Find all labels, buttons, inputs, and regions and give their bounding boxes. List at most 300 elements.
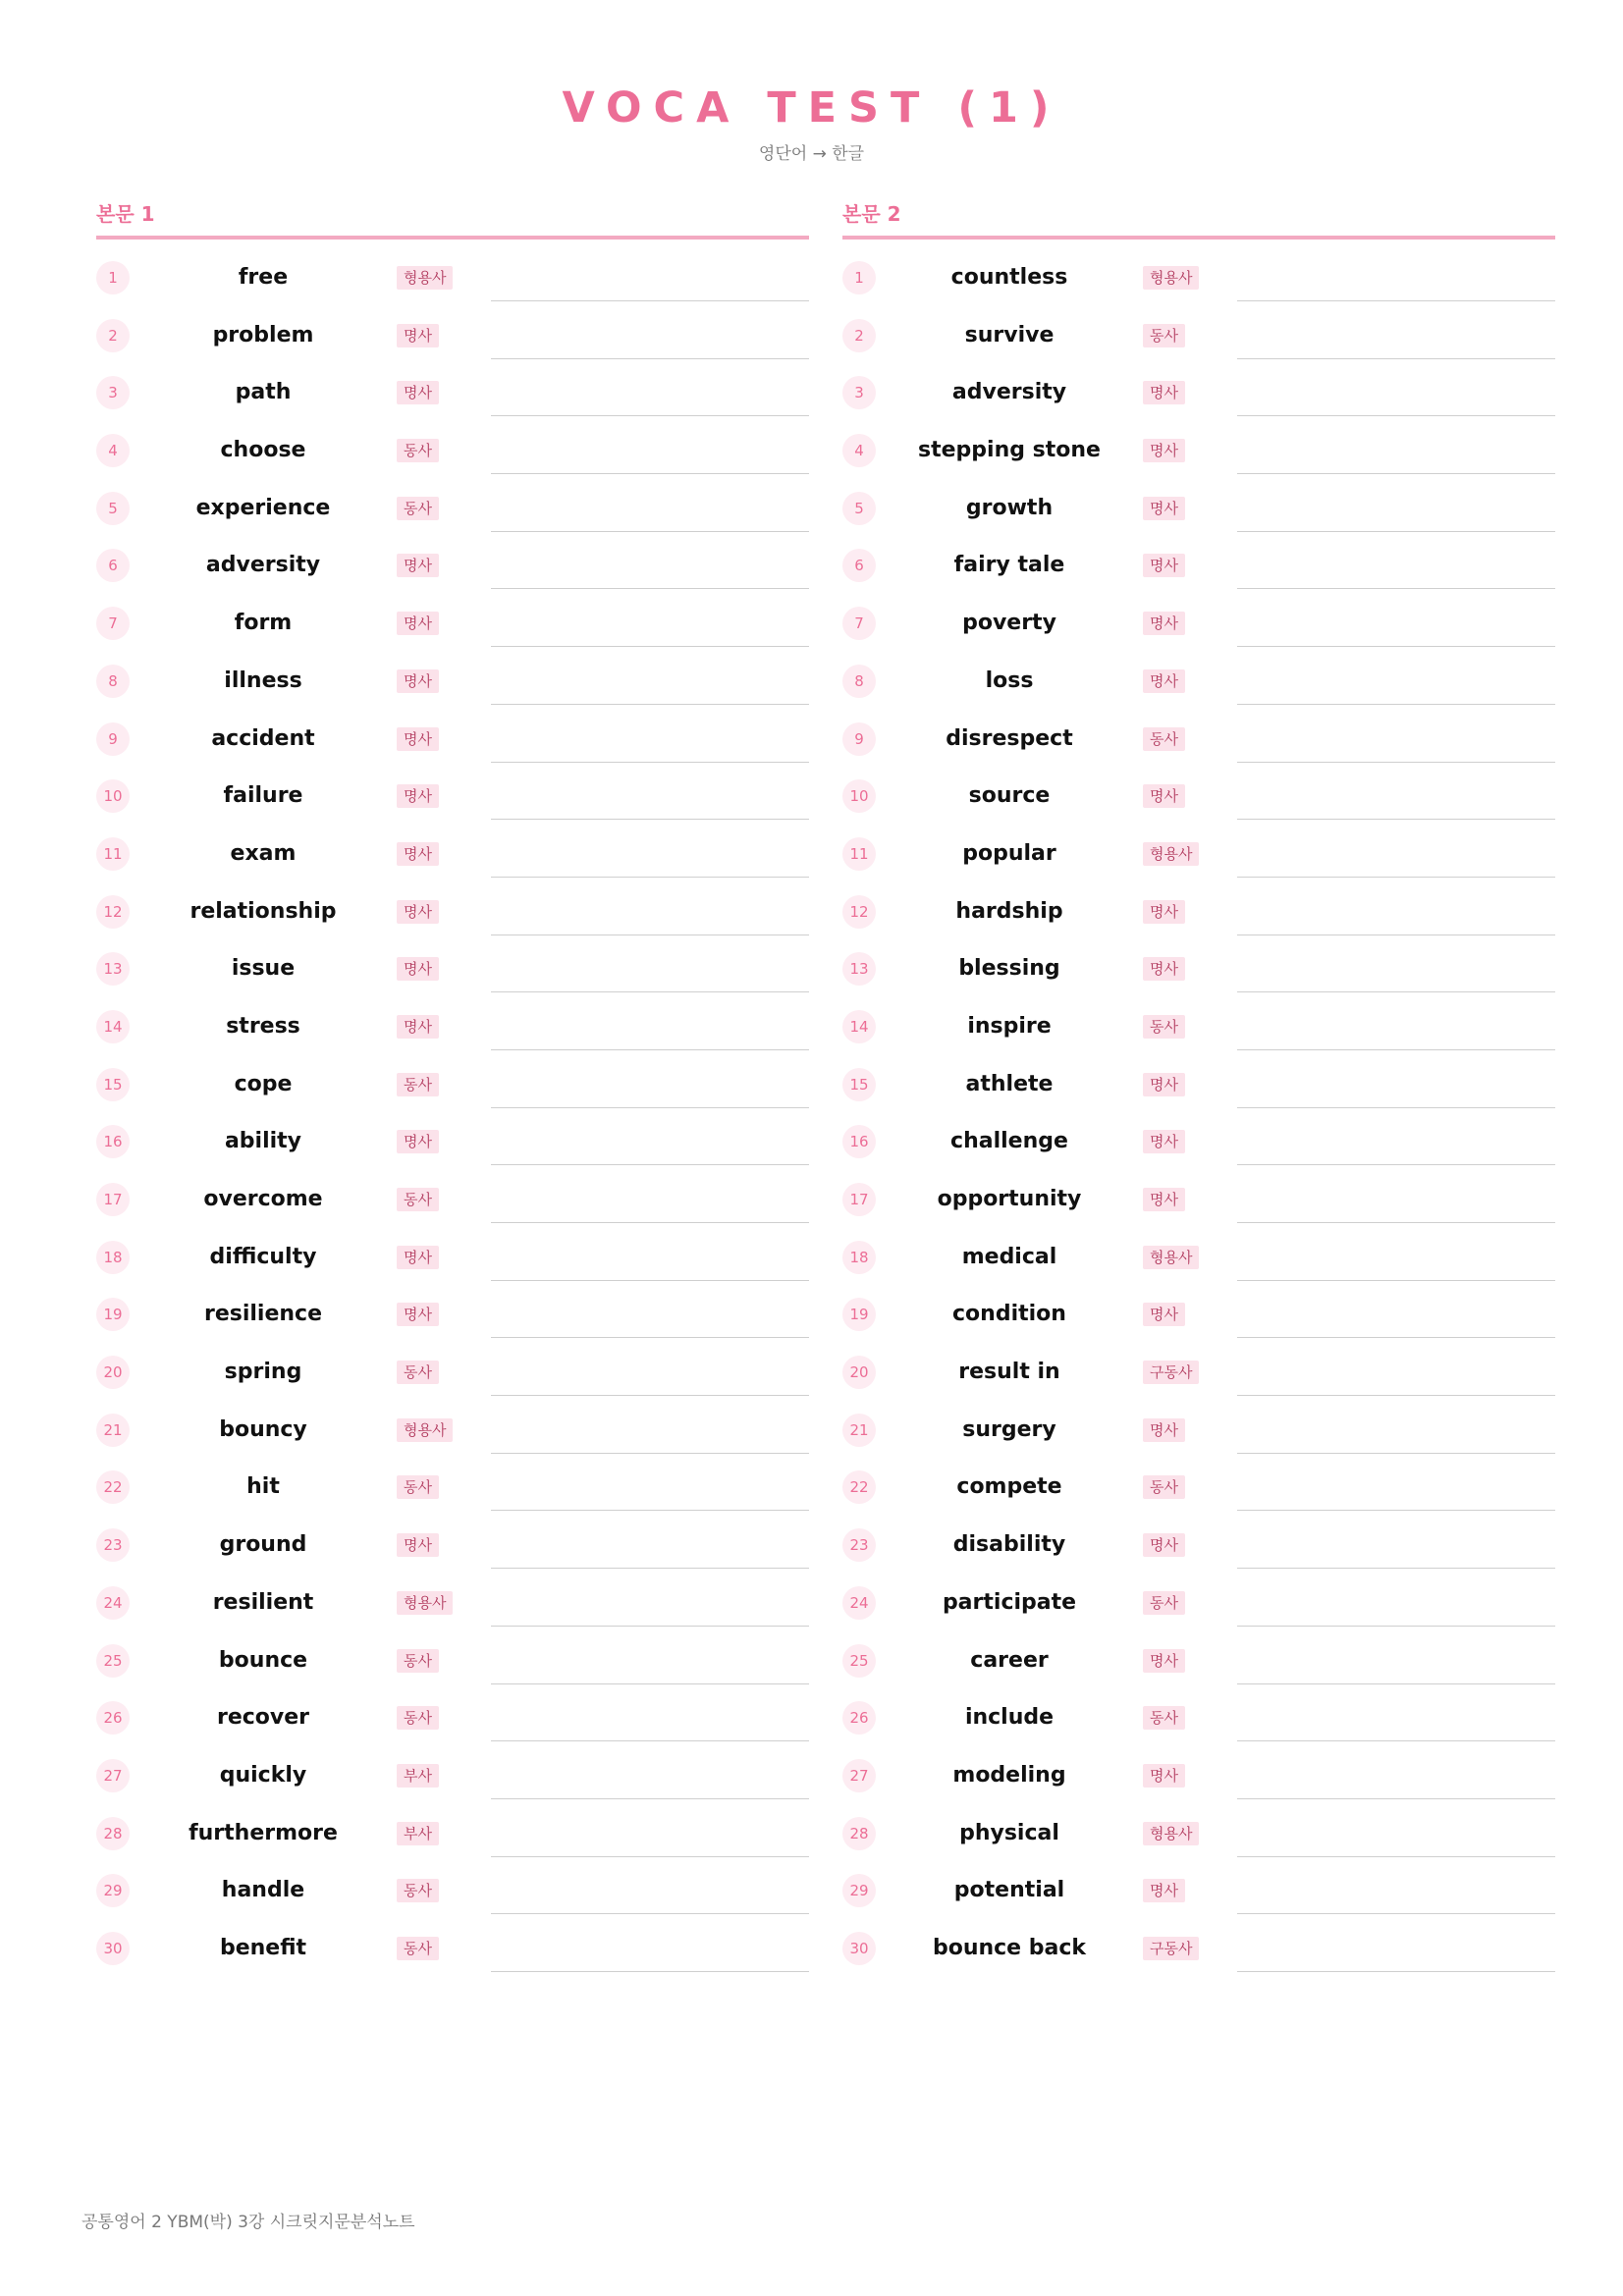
part-of-speech-tag: 동사 <box>397 1879 439 1902</box>
part-of-speech-tag: 명사 <box>1143 612 1185 635</box>
vocab-word: bouncy <box>219 1416 307 1442</box>
part-of-speech-tag: 동사 <box>1143 1706 1185 1730</box>
item-number-badge: 1 <box>96 261 130 294</box>
answer-line[interactable] <box>491 762 809 763</box>
part-of-speech-tag: 동사 <box>1143 727 1185 751</box>
vocab-word: inspire <box>967 1013 1052 1039</box>
part-of-speech-tag: 명사 <box>1143 1188 1185 1211</box>
item-number-badge: 29 <box>96 1874 130 1907</box>
answer-line[interactable] <box>491 819 809 820</box>
item-number-badge: 19 <box>96 1298 130 1331</box>
part-of-speech-tag: 명사 <box>1143 1879 1185 1902</box>
vocab-word: challenge <box>950 1129 1068 1154</box>
list-item <box>842 247 1555 305</box>
item-number-badge: 15 <box>96 1068 130 1101</box>
part-of-speech-tag: 명사 <box>1143 554 1185 577</box>
vocab-word: furthermore <box>189 1820 338 1845</box>
answer-line[interactable] <box>1237 819 1555 820</box>
item-number-badge: 19 <box>842 1298 876 1331</box>
answer-line[interactable] <box>491 1453 809 1454</box>
list-item <box>96 478 809 536</box>
item-number-badge: 2 <box>96 319 130 352</box>
list-item <box>96 1169 809 1227</box>
list-item <box>96 535 809 593</box>
vocab-word: compete <box>956 1474 1062 1500</box>
vocab-word: countless <box>950 265 1068 290</box>
item-number-badge: 17 <box>842 1183 876 1216</box>
part-of-speech-tag: 명사 <box>397 900 439 924</box>
vocab-word: hardship <box>955 898 1063 924</box>
list-item <box>96 881 809 939</box>
list-item <box>842 1342 1555 1400</box>
list-item <box>96 1111 809 1169</box>
vocab-word: opportunity <box>937 1187 1082 1211</box>
item-number-badge: 1 <box>842 261 876 294</box>
answer-line[interactable] <box>1237 1049 1555 1050</box>
vocab-word: problem <box>212 322 314 347</box>
item-number-badge: 11 <box>842 837 876 871</box>
answer-line[interactable] <box>1237 588 1555 589</box>
list-item <box>96 362 809 420</box>
item-number-badge: 6 <box>96 549 130 582</box>
vocab-word: recover <box>216 1705 310 1731</box>
part-of-speech-tag: 명사 <box>397 1130 439 1153</box>
part-of-speech-tag: 명사 <box>397 842 439 866</box>
part-of-speech-tag: 동사 <box>397 1188 439 1211</box>
item-number-badge: 30 <box>96 1932 130 1965</box>
answer-line[interactable] <box>1237 1568 1555 1569</box>
part-of-speech-tag: 명사 <box>1143 497 1185 520</box>
part-of-speech-tag: 명사 <box>1143 381 1185 404</box>
list-item <box>96 1227 809 1285</box>
list-item <box>96 1284 809 1342</box>
vocab-word: disability <box>952 1532 1066 1558</box>
part-of-speech-tag: 동사 <box>397 1475 439 1499</box>
part-of-speech-tag: 명사 <box>1143 784 1185 808</box>
part-of-speech-tag: 명사 <box>1143 1303 1185 1326</box>
item-number-badge: 21 <box>96 1414 130 1447</box>
answer-line[interactable] <box>1237 1798 1555 1799</box>
vocab-word: choose <box>220 438 306 463</box>
item-number-badge: 14 <box>96 1010 130 1043</box>
answer-line[interactable] <box>491 1510 809 1511</box>
part-of-speech-tag: 형용사 <box>1143 1246 1199 1269</box>
list-item <box>842 535 1555 593</box>
list-item <box>96 305 809 363</box>
part-of-speech-tag: 명사 <box>397 1303 439 1326</box>
item-number-badge: 13 <box>842 952 876 986</box>
answer-line[interactable] <box>491 1971 809 1972</box>
vocab-word: include <box>964 1705 1055 1731</box>
vocab-word: adversity <box>205 553 321 578</box>
vocab-word: accident <box>211 725 315 751</box>
item-number-badge: 3 <box>96 376 130 409</box>
vocab-word: free <box>238 265 289 290</box>
part-of-speech-tag: 명사 <box>1143 669 1185 693</box>
answer-line[interactable] <box>1237 1740 1555 1741</box>
answer-line[interactable] <box>491 588 809 589</box>
list-item <box>842 651 1555 709</box>
part-of-speech-tag: 형용사 <box>397 266 453 290</box>
part-of-speech-tag: 동사 <box>397 439 439 462</box>
list-item <box>842 1284 1555 1342</box>
vocab-word: benefit <box>219 1935 307 1960</box>
vocab-word: resilience <box>203 1302 323 1327</box>
vocab-word: stress <box>226 1013 300 1039</box>
part-of-speech-tag: 명사 <box>397 957 439 981</box>
list-item <box>96 1054 809 1112</box>
item-number-badge: 5 <box>96 492 130 525</box>
part-of-speech-tag: 명사 <box>1143 1533 1185 1557</box>
list-item <box>96 420 809 478</box>
part-of-speech-tag: 명사 <box>1143 1649 1185 1673</box>
answer-line[interactable] <box>1237 1107 1555 1108</box>
list-item <box>96 1400 809 1458</box>
list-item <box>842 420 1555 478</box>
item-number-badge: 7 <box>842 607 876 640</box>
list-item <box>842 996 1555 1054</box>
item-number-badge: 8 <box>96 665 130 698</box>
item-number-badge: 23 <box>96 1528 130 1562</box>
answer-line[interactable] <box>1237 991 1555 992</box>
part-of-speech-tag: 명사 <box>1143 439 1185 462</box>
part-of-speech-tag: 명사 <box>1143 1130 1185 1153</box>
list-item <box>842 1630 1555 1688</box>
answer-line[interactable] <box>491 1395 809 1396</box>
part-of-speech-tag: 구동사 <box>1143 1361 1199 1384</box>
part-of-speech-tag: 명사 <box>397 669 439 693</box>
vocab-word: exam <box>230 840 297 866</box>
vocab-word: issue <box>231 956 296 982</box>
part-of-speech-tag: 명사 <box>397 1246 439 1269</box>
vocab-word: resilient <box>212 1589 314 1615</box>
vocab-word: survive <box>964 322 1055 347</box>
answer-line[interactable] <box>491 473 809 474</box>
item-number-badge: 23 <box>842 1528 876 1562</box>
answer-line[interactable] <box>491 1798 809 1799</box>
part-of-speech-tag: 명사 <box>397 1533 439 1557</box>
vocab-word: relationship <box>189 898 337 924</box>
answer-line[interactable] <box>491 1626 809 1627</box>
answer-line[interactable] <box>1237 1395 1555 1396</box>
part-of-speech-tag: 명사 <box>1143 1073 1185 1096</box>
vocab-word: ability <box>224 1129 302 1154</box>
item-number-badge: 21 <box>842 1414 876 1447</box>
list-item <box>842 1745 1555 1803</box>
page-title: VOCA TEST (1) <box>562 83 1061 133</box>
section-1 <box>96 196 809 1976</box>
item-number-badge: 25 <box>96 1644 130 1678</box>
vocab-word: potential <box>953 1878 1065 1903</box>
item-number-badge: 6 <box>842 549 876 582</box>
part-of-speech-tag: 명사 <box>397 784 439 808</box>
item-number-badge: 9 <box>96 722 130 756</box>
word-list <box>842 247 1555 1976</box>
part-of-speech-tag: 구동사 <box>1143 1937 1199 1960</box>
item-number-badge: 15 <box>842 1068 876 1101</box>
list-item <box>842 938 1555 996</box>
part-of-speech-tag: 명사 <box>1143 957 1185 981</box>
vocab-word: popular <box>962 840 1056 866</box>
part-of-speech-tag: 명사 <box>397 612 439 635</box>
answer-line[interactable] <box>1237 1913 1555 1914</box>
list-item <box>96 709 809 767</box>
item-number-badge: 27 <box>842 1759 876 1792</box>
answer-line[interactable] <box>491 646 809 647</box>
answer-line[interactable] <box>1237 704 1555 705</box>
list-item <box>842 824 1555 881</box>
list-item <box>96 1630 809 1688</box>
vocab-word: spring <box>224 1360 302 1385</box>
list-item <box>96 651 809 709</box>
list-item <box>96 1918 809 1976</box>
part-of-speech-tag: 형용사 <box>1143 1822 1199 1845</box>
item-number-badge: 8 <box>842 665 876 698</box>
answer-line[interactable] <box>1237 1510 1555 1511</box>
item-number-badge: 25 <box>842 1644 876 1678</box>
part-of-speech-tag: 동사 <box>397 1649 439 1673</box>
list-item <box>842 478 1555 536</box>
page-subtitle: 영단어 → 한글 <box>758 144 865 164</box>
section-2 <box>842 196 1555 1976</box>
list-item <box>842 709 1555 767</box>
item-number-badge: 28 <box>842 1817 876 1850</box>
answer-line[interactable] <box>1237 1280 1555 1281</box>
answer-line[interactable] <box>1237 1683 1555 1684</box>
vocab-word: handle <box>221 1878 305 1903</box>
list-item <box>96 1457 809 1515</box>
vocab-word: ground <box>219 1532 307 1558</box>
answer-line[interactable] <box>491 300 809 301</box>
vocab-word: path <box>235 380 292 405</box>
item-number-badge: 11 <box>96 837 130 871</box>
answer-line[interactable] <box>1237 531 1555 532</box>
item-number-badge: 18 <box>96 1241 130 1274</box>
part-of-speech-tag: 동사 <box>1143 1475 1185 1499</box>
list-item <box>96 1860 809 1918</box>
answer-line[interactable] <box>491 531 809 532</box>
item-number-badge: 18 <box>842 1241 876 1274</box>
vocab-word: disrespect <box>946 725 1073 751</box>
answer-line[interactable] <box>491 1107 809 1108</box>
list-item <box>96 1803 809 1861</box>
part-of-speech-tag: 명사 <box>397 1015 439 1039</box>
list-item <box>842 1573 1555 1630</box>
vocab-word: athlete <box>965 1071 1054 1096</box>
part-of-speech-tag: 동사 <box>397 1706 439 1730</box>
item-number-badge: 20 <box>96 1356 130 1389</box>
answer-line[interactable] <box>1237 1856 1555 1857</box>
vocab-word: modeling <box>952 1762 1066 1788</box>
answer-line[interactable] <box>491 1337 809 1338</box>
list-item <box>842 362 1555 420</box>
vocab-word: quickly <box>219 1762 307 1788</box>
list-item <box>842 1803 1555 1861</box>
answer-line[interactable] <box>491 991 809 992</box>
item-number-badge: 27 <box>96 1759 130 1792</box>
vocab-word: adversity <box>951 380 1067 405</box>
answer-line[interactable] <box>1237 300 1555 301</box>
answer-line[interactable] <box>491 1568 809 1569</box>
vocab-word: difficulty <box>209 1244 317 1269</box>
item-number-badge: 22 <box>96 1470 130 1504</box>
item-number-badge: 9 <box>842 722 876 756</box>
list-item <box>842 881 1555 939</box>
vocab-word: poverty <box>962 611 1056 636</box>
answer-line[interactable] <box>1237 1337 1555 1338</box>
item-number-badge: 10 <box>842 779 876 813</box>
item-number-badge: 22 <box>842 1470 876 1504</box>
item-number-badge: 17 <box>96 1183 130 1216</box>
answer-line[interactable] <box>1237 877 1555 878</box>
vocab-word: career <box>970 1647 1049 1673</box>
list-item <box>96 1342 809 1400</box>
answer-line[interactable] <box>1237 358 1555 359</box>
part-of-speech-tag: 명사 <box>397 324 439 347</box>
part-of-speech-tag: 동사 <box>397 1937 439 1960</box>
vocab-word: stepping stone <box>918 438 1101 463</box>
part-of-speech-tag: 동사 <box>1143 1015 1185 1039</box>
vocab-word: medical <box>961 1244 1057 1269</box>
list-item <box>842 1515 1555 1573</box>
part-of-speech-tag: 부사 <box>397 1764 439 1788</box>
answer-line[interactable] <box>1237 1164 1555 1165</box>
answer-line[interactable] <box>491 1740 809 1741</box>
vocab-word: experience <box>195 495 331 520</box>
list-item <box>96 1573 809 1630</box>
answer-line[interactable] <box>491 415 809 416</box>
vocab-word: physical <box>959 1820 1059 1845</box>
part-of-speech-tag: 형용사 <box>397 1591 453 1615</box>
item-number-badge: 7 <box>96 607 130 640</box>
vocab-word: hit <box>246 1474 280 1500</box>
list-item <box>842 1400 1555 1458</box>
item-number-badge: 4 <box>96 434 130 467</box>
list-item <box>96 593 809 651</box>
list-item <box>96 247 809 305</box>
list-item <box>842 766 1555 824</box>
part-of-speech-tag: 명사 <box>397 727 439 751</box>
vocab-word: bounce <box>218 1647 308 1673</box>
answer-line[interactable] <box>491 1280 809 1281</box>
list-item <box>96 766 809 824</box>
item-number-badge: 16 <box>842 1125 876 1158</box>
part-of-speech-tag: 동사 <box>397 497 439 520</box>
item-number-badge: 28 <box>96 1817 130 1850</box>
list-item <box>842 1918 1555 1976</box>
list-item <box>842 1860 1555 1918</box>
list-item <box>96 1687 809 1745</box>
part-of-speech-tag: 형용사 <box>1143 842 1199 866</box>
vocab-word: overcome <box>203 1187 323 1211</box>
vocab-word: failure <box>223 783 303 809</box>
item-number-badge: 3 <box>842 376 876 409</box>
part-of-speech-tag: 형용사 <box>1143 266 1199 290</box>
part-of-speech-tag: 명사 <box>1143 1418 1185 1442</box>
answer-line[interactable] <box>1237 762 1555 763</box>
answer-line[interactable] <box>491 1683 809 1684</box>
answer-line[interactable] <box>491 934 809 935</box>
answer-line[interactable] <box>491 877 809 878</box>
item-number-badge: 5 <box>842 492 876 525</box>
vocab-word: form <box>234 611 293 636</box>
answer-line[interactable] <box>1237 1971 1555 1972</box>
item-number-badge: 26 <box>842 1701 876 1735</box>
part-of-speech-tag: 형용사 <box>397 1418 453 1442</box>
word-list <box>96 247 809 1976</box>
answer-line[interactable] <box>491 1856 809 1857</box>
item-number-badge: 24 <box>842 1586 876 1620</box>
vocab-word: surgery <box>962 1416 1056 1442</box>
item-number-badge: 2 <box>842 319 876 352</box>
answer-line[interactable] <box>1237 415 1555 416</box>
vocab-word: illness <box>224 667 302 693</box>
answer-line[interactable] <box>1237 1222 1555 1223</box>
item-number-badge: 30 <box>842 1932 876 1965</box>
answer-line[interactable] <box>1237 934 1555 935</box>
item-number-badge: 10 <box>96 779 130 813</box>
part-of-speech-tag: 명사 <box>1143 1764 1185 1788</box>
item-number-badge: 12 <box>842 895 876 929</box>
list-item <box>842 1687 1555 1745</box>
item-number-badge: 20 <box>842 1356 876 1389</box>
list-item <box>842 1111 1555 1169</box>
list-item <box>96 1745 809 1803</box>
vocab-word: blessing <box>958 956 1060 982</box>
answer-line[interactable] <box>491 358 809 359</box>
item-number-badge: 24 <box>96 1586 130 1620</box>
vocab-word: participate <box>942 1589 1077 1615</box>
list-item <box>96 1515 809 1573</box>
answer-line[interactable] <box>491 1164 809 1165</box>
vocab-word: growth <box>965 495 1054 520</box>
vocab-word: loss <box>985 667 1034 693</box>
item-number-badge: 29 <box>842 1874 876 1907</box>
part-of-speech-tag: 동사 <box>1143 1591 1185 1615</box>
section-heading: 본문 1 <box>96 196 809 240</box>
answer-line[interactable] <box>1237 473 1555 474</box>
vocab-word: bounce back <box>932 1935 1087 1960</box>
list-item <box>842 305 1555 363</box>
answer-line[interactable] <box>491 1049 809 1050</box>
answer-line[interactable] <box>1237 1626 1555 1627</box>
vocab-word: fairy tale <box>953 553 1065 578</box>
answer-line[interactable] <box>1237 1453 1555 1454</box>
part-of-speech-tag: 명사 <box>397 381 439 404</box>
item-number-badge: 12 <box>96 895 130 929</box>
list-item <box>842 1054 1555 1112</box>
vocab-word: source <box>968 783 1051 809</box>
answer-line[interactable] <box>491 704 809 705</box>
footer-text: 공통영어 2 YBM(박) 3강 시크릿지문분석노트 <box>81 2213 415 2232</box>
vocab-word: result in <box>958 1360 1060 1385</box>
list-item <box>842 1169 1555 1227</box>
list-item <box>842 1457 1555 1515</box>
section-heading: 본문 2 <box>842 196 1555 240</box>
part-of-speech-tag: 동사 <box>397 1361 439 1384</box>
answer-line[interactable] <box>491 1222 809 1223</box>
answer-line[interactable] <box>491 1913 809 1914</box>
item-number-badge: 13 <box>96 952 130 986</box>
part-of-speech-tag: 동사 <box>1143 324 1185 347</box>
part-of-speech-tag: 명사 <box>1143 900 1185 924</box>
part-of-speech-tag: 동사 <box>397 1073 439 1096</box>
answer-line[interactable] <box>1237 646 1555 647</box>
item-number-badge: 26 <box>96 1701 130 1735</box>
part-of-speech-tag: 부사 <box>397 1822 439 1845</box>
list-item <box>96 938 809 996</box>
list-item <box>842 593 1555 651</box>
